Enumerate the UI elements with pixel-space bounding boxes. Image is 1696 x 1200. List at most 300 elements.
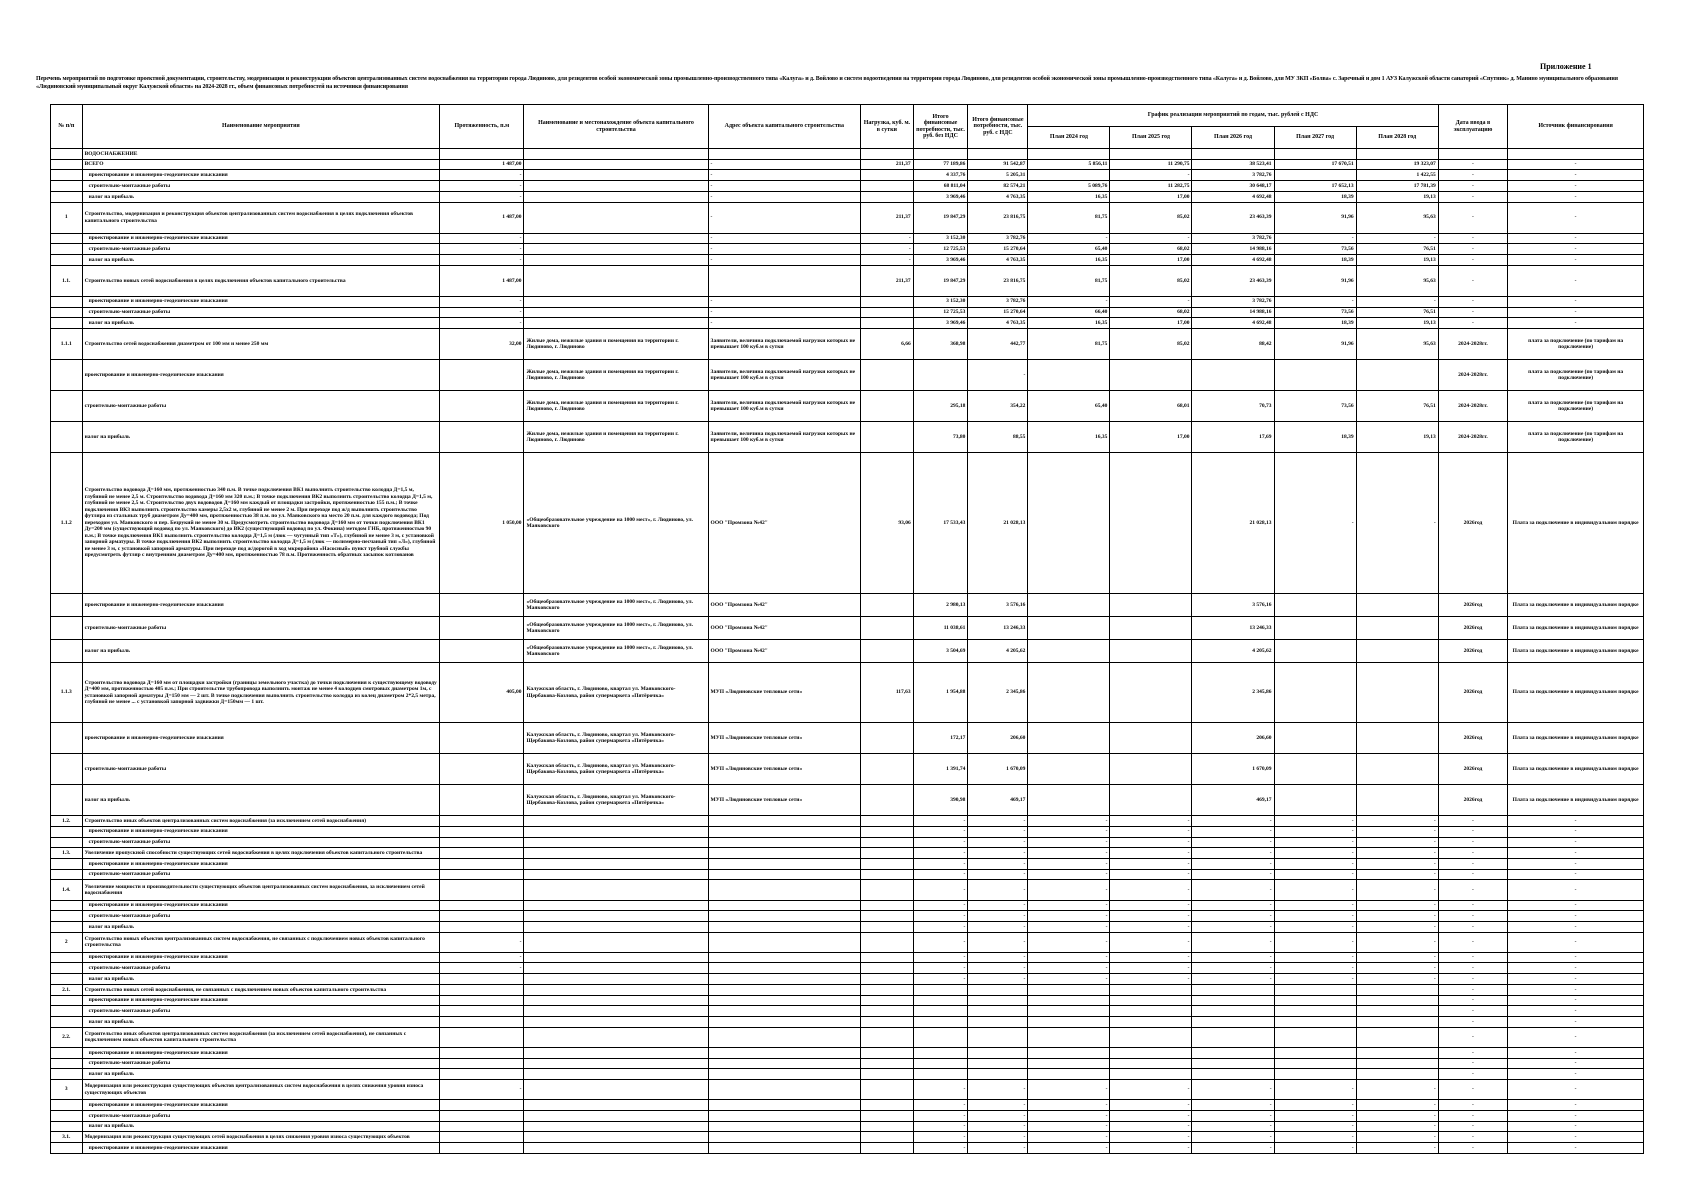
cell-object: «Общеобразовательное учреждение на 1000 мест», г. Людиново, ул. Маяковского: [524, 617, 708, 640]
cell-2028: 95,63: [1356, 329, 1438, 360]
cell-length: -: [440, 296, 524, 307]
cell-2024: [1028, 1058, 1110, 1069]
cell-source: -: [1508, 1132, 1644, 1143]
cell-commission: -: [1438, 181, 1507, 192]
cell-name: налог на прибыль: [82, 1017, 440, 1028]
table-body: [51, 149, 1644, 1154]
cell-object: [524, 1143, 708, 1154]
cell-object: Калужская область, г. Людиново, квартал ул. Маяковского-Щербакова-Козлова, район супермаркета «Пятёрочка»: [524, 785, 708, 816]
cell-2026: [1192, 1027, 1274, 1047]
cell-2027: [1274, 640, 1356, 663]
cell-owner: -: [708, 191, 861, 202]
cell-2024: -: [1028, 1080, 1110, 1100]
appendix-label: Приложение 1: [1540, 62, 1592, 71]
cell-length: [440, 1143, 524, 1154]
cell-length: -: [440, 952, 524, 963]
cell-object: [524, 952, 708, 963]
cell-source: -: [1508, 1110, 1644, 1121]
cell-commission: -: [1438, 1006, 1507, 1017]
cell-length: [440, 360, 524, 391]
cell-2025: -: [1110, 1110, 1192, 1121]
cell-source: -: [1508, 159, 1644, 170]
cell-num: [51, 1121, 83, 1132]
cell-name: строительно-монтажные работы: [82, 1110, 440, 1121]
col-num: № п/п: [51, 105, 83, 149]
cell-2027: -: [1274, 869, 1356, 880]
cell-2025: [1110, 1047, 1192, 1058]
table-row: [51, 754, 1644, 785]
cell-object: [524, 816, 708, 827]
cell-2024: -: [1028, 921, 1110, 932]
cell-2028: -: [1356, 816, 1438, 827]
cell-owner: [708, 963, 861, 974]
cell-length: 1 487,00: [440, 202, 524, 233]
cell-load: 211,37: [861, 265, 914, 296]
cell-2026: -: [1192, 816, 1274, 827]
cell-2028: 76,51: [1356, 391, 1438, 422]
cell-2025: [1110, 453, 1192, 594]
cell-2024: 16,35: [1028, 318, 1110, 329]
cell-length: [440, 1069, 524, 1080]
cell-2026: [1192, 1006, 1274, 1017]
cell-owner: -: [708, 244, 861, 255]
cell-num: [51, 869, 83, 880]
table-row: [51, 859, 1644, 870]
cell-object: Калужская область, г. Людиново, квартал ул. Маяковского-Щербакова-Козлова, район супермаркета «Пятёрочка»: [524, 723, 708, 754]
cell-num: [51, 1006, 83, 1017]
cell-length: [440, 921, 524, 932]
cell-name: налог на прибыль: [82, 422, 440, 453]
cell-fin-no-vat: 68 811,04: [913, 181, 968, 192]
cell-object: [524, 202, 708, 233]
cell-load: [861, 754, 914, 785]
cell-fin-vat: [968, 984, 1028, 995]
cell-object: [524, 1058, 708, 1069]
table-row: [51, 1121, 1644, 1132]
cell-2024: -: [1028, 911, 1110, 922]
cell-2025: [1110, 149, 1192, 160]
cell-object: [524, 1132, 708, 1143]
cell-num: [51, 995, 83, 1006]
cell-2024: 65,40: [1028, 391, 1110, 422]
cell-num: [51, 837, 83, 848]
cell-num: [51, 617, 83, 640]
cell-fin-no-vat: 19 847,29: [913, 202, 968, 233]
cell-load: [861, 816, 914, 827]
cell-commission: 2026год: [1438, 785, 1507, 816]
cell-object: [524, 1080, 708, 1100]
cell-name: налог на прибыль: [82, 785, 440, 816]
cell-fin-no-vat: 3 152,30: [913, 296, 968, 307]
cell-commission: -: [1438, 1058, 1507, 1069]
cell-num: [51, 1017, 83, 1028]
cell-fin-vat: -: [968, 974, 1028, 985]
cell-2024: -: [1028, 900, 1110, 911]
cell-num: [51, 963, 83, 974]
cell-num: [51, 191, 83, 202]
cell-load: 6,66: [861, 329, 914, 360]
cell-name: налог на прибыль: [82, 191, 440, 202]
cell-fin-vat: 4 205,62: [968, 640, 1028, 663]
cell-owner: [708, 837, 861, 848]
cell-2026: 2 345,86: [1192, 663, 1274, 723]
cell-fin-no-vat: 12 725,53: [913, 307, 968, 318]
cell-2024: [1028, 1027, 1110, 1047]
cell-owner: -: [708, 202, 861, 233]
cell-2024: 81,75: [1028, 202, 1110, 233]
cell-2028: [1356, 149, 1438, 160]
cell-object: [524, 255, 708, 266]
cell-2024: -: [1028, 837, 1110, 848]
cell-name: проектирование и инженерно-геодезические изыскания: [82, 296, 440, 307]
cell-owner: [708, 921, 861, 932]
table-row: [51, 1069, 1644, 1080]
cell-object: [524, 318, 708, 329]
cell-2025: -: [1110, 837, 1192, 848]
cell-fin-vat: [968, 1047, 1028, 1058]
cell-source: -: [1508, 318, 1644, 329]
cell-fin-vat: -: [968, 859, 1028, 870]
cell-2028: [1356, 594, 1438, 617]
cell-source: плата за подключение (по тарифам на подключение): [1508, 329, 1644, 360]
cell-length: 1 487,00: [440, 265, 524, 296]
cell-commission: -: [1438, 1100, 1507, 1111]
cell-load: [861, 1017, 914, 1028]
cell-source: [1508, 149, 1644, 160]
cell-2027: [1274, 723, 1356, 754]
cell-2027: -: [1274, 826, 1356, 837]
cell-2025: -: [1110, 963, 1192, 974]
cell-2027: [1274, 594, 1356, 617]
table-row: [51, 318, 1644, 329]
cell-owner: -: [708, 159, 861, 170]
cell-source: плата за подключение (по тарифам на подключение): [1508, 422, 1644, 453]
cell-source: -: [1508, 1006, 1644, 1017]
table-row: [51, 1100, 1644, 1111]
cell-name: налог на прибыль: [82, 1069, 440, 1080]
table-row: [51, 1006, 1644, 1017]
col-2028: План 2028 год: [1356, 127, 1438, 149]
cell-load: [861, 911, 914, 922]
cell-length: [440, 1017, 524, 1028]
cell-object: [524, 265, 708, 296]
cell-2024: -: [1028, 859, 1110, 870]
cell-commission: -: [1438, 191, 1507, 202]
cell-commission: -: [1438, 202, 1507, 233]
cell-commission: -: [1438, 974, 1507, 985]
cell-load: [861, 900, 914, 911]
cell-fin-vat: 4 763,35: [968, 255, 1028, 266]
cell-2025: 85,02: [1110, 202, 1192, 233]
cell-num: 1.1.1: [51, 329, 83, 360]
cell-fin-vat: -: [968, 900, 1028, 911]
cell-length: [440, 422, 524, 453]
cell-length: [440, 723, 524, 754]
cell-num: [51, 1058, 83, 1069]
cell-object: [524, 181, 708, 192]
cell-2028: [1356, 1069, 1438, 1080]
cell-name: налог на прибыль: [82, 1121, 440, 1132]
cell-load: [861, 149, 914, 160]
cell-2028: [1356, 984, 1438, 995]
cell-2028: [1356, 663, 1438, 723]
cell-fin-no-vat: 17 533,43: [913, 453, 968, 594]
cell-owner: -: [708, 318, 861, 329]
cell-source: -: [1508, 952, 1644, 963]
cell-2026: [1192, 1058, 1274, 1069]
cell-length: -: [440, 307, 524, 318]
cell-2027: -: [1274, 453, 1356, 594]
cell-object: [524, 244, 708, 255]
cell-fin-vat: -: [968, 1143, 1028, 1154]
cell-object: [524, 1110, 708, 1121]
cell-2025: -: [1110, 296, 1192, 307]
cell-num: [51, 159, 83, 170]
cell-commission: -: [1438, 318, 1507, 329]
cell-fin-vat: -: [968, 932, 1028, 952]
cell-load: [861, 170, 914, 181]
cell-commission: -: [1438, 963, 1507, 974]
cell-2025: [1110, 984, 1192, 995]
cell-length: [440, 869, 524, 880]
col-2025: План 2025 год: [1110, 127, 1192, 149]
table-row: [51, 1058, 1644, 1069]
cell-2026: -: [1192, 1110, 1274, 1121]
cell-2024: [1028, 723, 1110, 754]
cell-name: строительно-монтажные работы: [82, 1058, 440, 1069]
cell-name: проектирование и инженерно-геодезические изыскания: [82, 1047, 440, 1058]
cell-length: [440, 1027, 524, 1047]
cell-owner: ООО "Промзона №42": [708, 453, 861, 594]
col-fin-no-vat: Итого финансовые потребности, тыс. руб. без НДС: [913, 105, 968, 149]
cell-commission: -: [1438, 159, 1507, 170]
cell-2026: [1192, 149, 1274, 160]
cell-fin-vat: -: [968, 848, 1028, 859]
cell-object: [524, 1017, 708, 1028]
cell-length: [440, 859, 524, 870]
cell-commission: -: [1438, 255, 1507, 266]
cell-load: 211,37: [861, 202, 914, 233]
cell-2028: -: [1356, 296, 1438, 307]
cell-load: [861, 974, 914, 985]
cell-source: Плата за подключение в индивидуальном порядке: [1508, 723, 1644, 754]
cell-owner: [708, 1110, 861, 1121]
cell-2027: 73,56: [1274, 307, 1356, 318]
cell-2025: 68,02: [1110, 307, 1192, 318]
cell-2027: -: [1274, 1143, 1356, 1154]
cell-fin-vat: -: [968, 1080, 1028, 1100]
cell-length: [440, 1006, 524, 1017]
cell-fin-no-vat: 3 504,69: [913, 640, 968, 663]
cell-fin-vat: -: [968, 1100, 1028, 1111]
cell-fin-vat: 2 345,86: [968, 663, 1028, 723]
cell-name: проектирование и инженерно-геодезические изыскания: [82, 233, 440, 244]
cell-source: -: [1508, 1017, 1644, 1028]
cell-2025: [1110, 995, 1192, 1006]
cell-fin-no-vat: 1 391,74: [913, 754, 968, 785]
cell-fin-vat: 469,17: [968, 785, 1028, 816]
cell-2026: -: [1192, 932, 1274, 952]
cell-source: Плата за подключение в индивидуальном порядке: [1508, 785, 1644, 816]
cell-object: [524, 170, 708, 181]
cell-fin-no-vat: [913, 360, 968, 391]
table-row: [51, 640, 1644, 663]
table-row: [51, 869, 1644, 880]
cell-2028: -: [1356, 453, 1438, 594]
cell-num: [51, 1069, 83, 1080]
cell-commission: -: [1438, 1069, 1507, 1080]
cell-source: -: [1508, 900, 1644, 911]
col-source: Источник финансирования: [1508, 105, 1644, 149]
cell-num: 1.4.: [51, 880, 83, 900]
cell-2028: [1356, 1047, 1438, 1058]
cell-fin-no-vat: 295,18: [913, 391, 968, 422]
cell-2026: -: [1192, 974, 1274, 985]
cell-commission: -: [1438, 911, 1507, 922]
cell-2025: 17,00: [1110, 255, 1192, 266]
cell-2026: 14 988,16: [1192, 244, 1274, 255]
cell-source: -: [1508, 859, 1644, 870]
cell-fin-no-vat: -: [913, 837, 968, 848]
cell-num: [51, 826, 83, 837]
cell-2028: [1356, 785, 1438, 816]
table-row: [51, 617, 1644, 640]
cell-source: -: [1508, 244, 1644, 255]
cell-object: [524, 1069, 708, 1080]
cell-2028: -: [1356, 1110, 1438, 1121]
cell-owner: -: [708, 233, 861, 244]
cell-name: проектирование и инженерно-геодезические изыскания: [82, 900, 440, 911]
cell-num: 3.1.: [51, 1132, 83, 1143]
cell-commission: -: [1438, 932, 1507, 952]
cell-owner: [708, 1143, 861, 1154]
table-row: [51, 932, 1644, 952]
cell-2027: [1274, 149, 1356, 160]
cell-object: [524, 921, 708, 932]
cell-name: строительно-монтажные работы: [82, 837, 440, 848]
cell-num: [51, 1143, 83, 1154]
cell-load: [861, 995, 914, 1006]
cell-2024: [1028, 170, 1110, 181]
cell-owner: [708, 984, 861, 995]
cell-load: [861, 921, 914, 932]
cell-2027: -: [1274, 859, 1356, 870]
col-length: Протяженность, п.м: [440, 105, 524, 149]
cell-fin-no-vat: -: [913, 1100, 968, 1111]
cell-fin-no-vat: [913, 1027, 968, 1047]
cell-2024: -: [1028, 932, 1110, 952]
cell-length: [440, 848, 524, 859]
cell-load: [861, 391, 914, 422]
cell-fin-no-vat: 3 969,46: [913, 318, 968, 329]
table-row: [51, 149, 1644, 160]
table-row: [51, 233, 1644, 244]
cell-2025: [1110, 754, 1192, 785]
cell-name: Строительство новых объектов централизованных систем водоснабжения, не связанных с подключением новых объектов капитального строительства: [82, 932, 440, 952]
cell-fin-vat: [968, 995, 1028, 1006]
cell-source: -: [1508, 170, 1644, 181]
cell-owner: [708, 1080, 861, 1100]
cell-2027: -: [1274, 1121, 1356, 1132]
cell-2024: [1028, 995, 1110, 1006]
cell-2024: [1028, 1047, 1110, 1058]
cell-2026: -: [1192, 826, 1274, 837]
cell-fin-vat: [968, 1069, 1028, 1080]
table-row: [51, 202, 1644, 233]
cell-fin-no-vat: -: [913, 1143, 968, 1154]
cell-2027: [1274, 754, 1356, 785]
table-row: [51, 880, 1644, 900]
cell-load: [861, 785, 914, 816]
cell-load: [861, 848, 914, 859]
cell-fin-no-vat: 73,80: [913, 422, 968, 453]
cell-fin-no-vat: -: [913, 900, 968, 911]
cell-2025: [1110, 723, 1192, 754]
cell-load: [861, 869, 914, 880]
cell-name: налог на прибыль: [82, 255, 440, 266]
cell-num: [51, 911, 83, 922]
cell-owner: [708, 1100, 861, 1111]
cell-source: -: [1508, 995, 1644, 1006]
cell-load: [861, 617, 914, 640]
cell-length: [440, 826, 524, 837]
cell-owner: -: [708, 170, 861, 181]
cell-2024: [1028, 594, 1110, 617]
cell-2028: [1356, 617, 1438, 640]
cell-2026: -: [1192, 1121, 1274, 1132]
cell-name: Строительство иных объектов централизованных систем водоснабжения (за исключением сетей водоснабжения): [82, 816, 440, 827]
cell-name: строительно-монтажные работы: [82, 1006, 440, 1017]
table-row: [51, 307, 1644, 318]
cell-owner: [708, 1069, 861, 1080]
cell-2027: -: [1274, 911, 1356, 922]
cell-2026: 14 988,16: [1192, 307, 1274, 318]
cell-2024: [1028, 785, 1110, 816]
cell-2024: -: [1028, 869, 1110, 880]
cell-load: [861, 360, 914, 391]
table-row: [51, 1132, 1644, 1143]
cell-load: [861, 594, 914, 617]
cell-2026: [1192, 1069, 1274, 1080]
cell-name: Строительство новых сетей водоснабжения, не связанных с подключением новых объектов капитального строительства: [82, 984, 440, 995]
cell-2025: [1110, 1027, 1192, 1047]
cell-2026: 4 692,48: [1192, 255, 1274, 266]
cell-name: налог на прибыль: [82, 318, 440, 329]
cell-2026: -: [1192, 921, 1274, 932]
cell-2027: [1274, 663, 1356, 723]
cell-name: строительно-монтажные работы: [82, 307, 440, 318]
cell-length: [440, 785, 524, 816]
cell-num: [51, 307, 83, 318]
cell-2027: -: [1274, 1132, 1356, 1143]
cell-object: [524, 984, 708, 995]
cell-load: 117,63: [861, 663, 914, 723]
cell-2025: 17,00: [1110, 318, 1192, 329]
cell-2028: -: [1356, 932, 1438, 952]
cell-2024: -: [1028, 826, 1110, 837]
cell-2026: -: [1192, 952, 1274, 963]
cell-owner: Заявители, величина подключаемой нагрузки которых не превышает 100 куб.м в сутки: [708, 360, 861, 391]
cell-fin-vat: -: [968, 837, 1028, 848]
cell-source: -: [1508, 1047, 1644, 1058]
cell-load: -: [861, 233, 914, 244]
cell-2024: -: [1028, 963, 1110, 974]
cell-load: [861, 1069, 914, 1080]
cell-fin-vat: 3 782,76: [968, 233, 1028, 244]
cell-commission: -: [1438, 984, 1507, 995]
cell-name: ВОДОСНАБЖЕНИЕ: [82, 149, 440, 160]
cell-owner: МУП «Людиновские тепловые сети»: [708, 754, 861, 785]
